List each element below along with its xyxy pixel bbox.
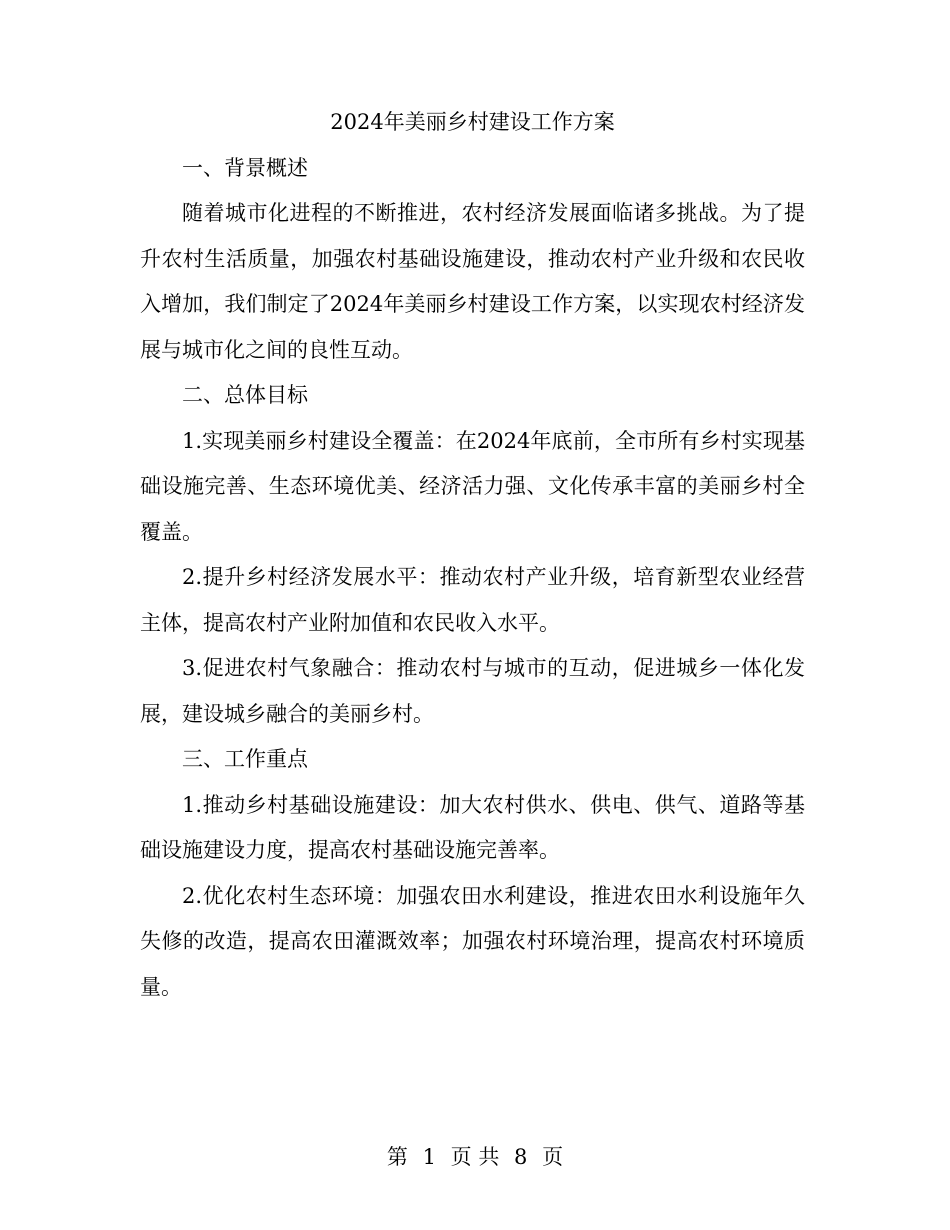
document-title: 2024年美丽乡村建设工作方案 bbox=[330, 110, 615, 134]
document-body bbox=[140, 100, 805, 1010]
paragraph-background: 随着城市化进程的不断推进，农村经济发展面临诸多挑战。为了提升农村生活质量，加强农村基础设施建设，推动农村产业升级和农民收入增加，我们制定了2024年美丽乡村建设工作方案，以实现农村经济发展与城市化之间的良性互动。 bbox=[140, 201, 805, 362]
paragraph-goal-2: 2.提升乡村经济发展水平：推动农村产业升级，培育新型农业经营主体，提高农村产业附加值和农民收入水平。 bbox=[140, 565, 805, 635]
page-label-suffix: 页 bbox=[542, 1145, 564, 1169]
page-footer bbox=[0, 1142, 950, 1172]
paragraph-goal-3: 3.促进农村气象融合：推动农村与城市的互动，促进城乡一体化发展，建设城乡融合的美丽乡村。 bbox=[140, 656, 805, 726]
paragraph-key-work-1: 1.推动乡村基础设施建设：加大农村供水、供电、供气、道路等基础设施建设力度，提高农村基础设施完善率。 bbox=[140, 792, 805, 862]
paragraph-goal-1: 1.实现美丽乡村建设全覆盖：在2024年底前，全市所有乡村实现基础设施完善、生态环境优美、经济活力强、文化传承丰富的美丽乡村全覆盖。 bbox=[140, 428, 805, 544]
total-pages-number: 8 bbox=[514, 1145, 528, 1169]
page-label-mid: 页 共 bbox=[450, 1145, 500, 1169]
paragraph-key-work-2: 2.优化农村生态环境：加强农田水利建设，推进农田水利设施年久失修的改造，提高农田灌溉效率；加强农村环境治理，提高农村环境质量。 bbox=[140, 883, 805, 999]
page-label-prefix: 第 bbox=[386, 1145, 408, 1169]
current-page-number: 1 bbox=[422, 1145, 436, 1169]
section-heading-goals: 二、总体目标 bbox=[182, 383, 308, 407]
section-heading-background: 一、背景概述 bbox=[182, 155, 308, 180]
section-heading-key-work: 三、工作重点 bbox=[182, 747, 308, 771]
